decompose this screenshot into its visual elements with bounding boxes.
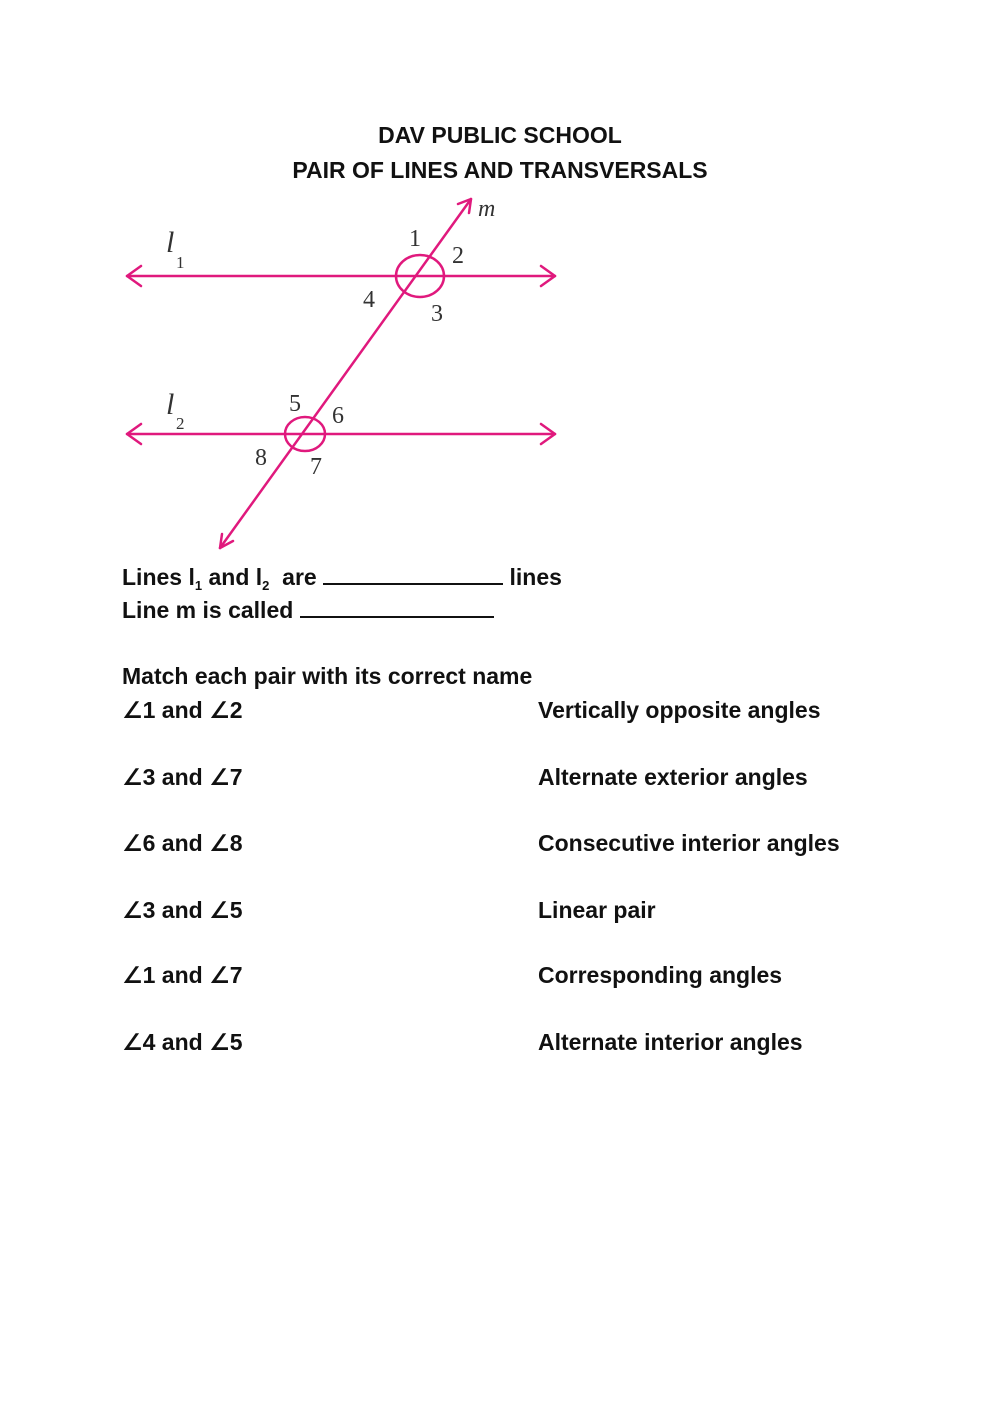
angle-label-7: 7 xyxy=(310,454,322,480)
transversal-diagram xyxy=(0,0,1000,560)
angle-label-4: 4 xyxy=(363,287,375,313)
pair-item[interactable]: ∠3 and ∠7 xyxy=(122,764,243,790)
pair-item[interactable]: ∠1 and ∠2 xyxy=(122,697,243,723)
pair-item[interactable]: ∠3 and ∠5 xyxy=(122,897,243,923)
transversal-m xyxy=(220,199,471,548)
angle-name-item[interactable]: Alternate interior angles xyxy=(538,1029,803,1055)
angle-name-item[interactable]: Linear pair xyxy=(538,897,656,923)
q1-subscript-1: 1 xyxy=(194,578,203,593)
pair-item[interactable]: ∠4 and ∠5 xyxy=(122,1029,243,1055)
angle-label-2: 2 xyxy=(452,243,464,269)
angle-name-item[interactable]: Vertically opposite angles xyxy=(538,697,821,723)
match-instruction: Match each pair with its correct name xyxy=(122,663,533,689)
q1-subscript-2: 2 xyxy=(262,578,270,593)
answer-blank-transversal[interactable] xyxy=(300,597,494,618)
line-l1-label: l xyxy=(166,226,175,259)
angle-label-3: 3 xyxy=(431,301,443,327)
school-name: DAV PUBLIC SCHOOL xyxy=(378,122,622,148)
angle-name-item[interactable]: Consecutive interior angles xyxy=(538,830,840,856)
line-l1-subscript: 1 xyxy=(176,253,185,272)
angle-label-8: 8 xyxy=(255,445,267,471)
angle-label-1: 1 xyxy=(409,226,421,252)
worksheet-title: PAIR OF LINES AND TRANSVERSALS xyxy=(292,157,708,183)
angle-label-5: 5 xyxy=(289,391,301,417)
q1-text-lines: Lines l xyxy=(122,564,195,590)
answer-blank-lines[interactable] xyxy=(323,564,503,585)
q1-text-end: lines xyxy=(503,564,562,590)
q1-text-and: and l xyxy=(202,564,263,590)
question-transversal xyxy=(122,597,494,624)
line-l2-label: l xyxy=(166,388,175,421)
question-parallel-lines xyxy=(122,564,562,593)
angle-label-6: 6 xyxy=(332,403,344,429)
line-l2-subscript: 2 xyxy=(176,414,185,433)
angle-name-item[interactable]: Alternate exterior angles xyxy=(538,764,808,790)
q1-text-are: are xyxy=(269,564,324,590)
transversal-label: m xyxy=(478,196,496,222)
pair-item[interactable]: ∠1 and ∠7 xyxy=(122,962,243,988)
pair-item[interactable]: ∠6 and ∠8 xyxy=(122,830,243,856)
angle-name-item[interactable]: Corresponding angles xyxy=(538,962,783,988)
q2-text: Line m is called xyxy=(122,597,300,623)
